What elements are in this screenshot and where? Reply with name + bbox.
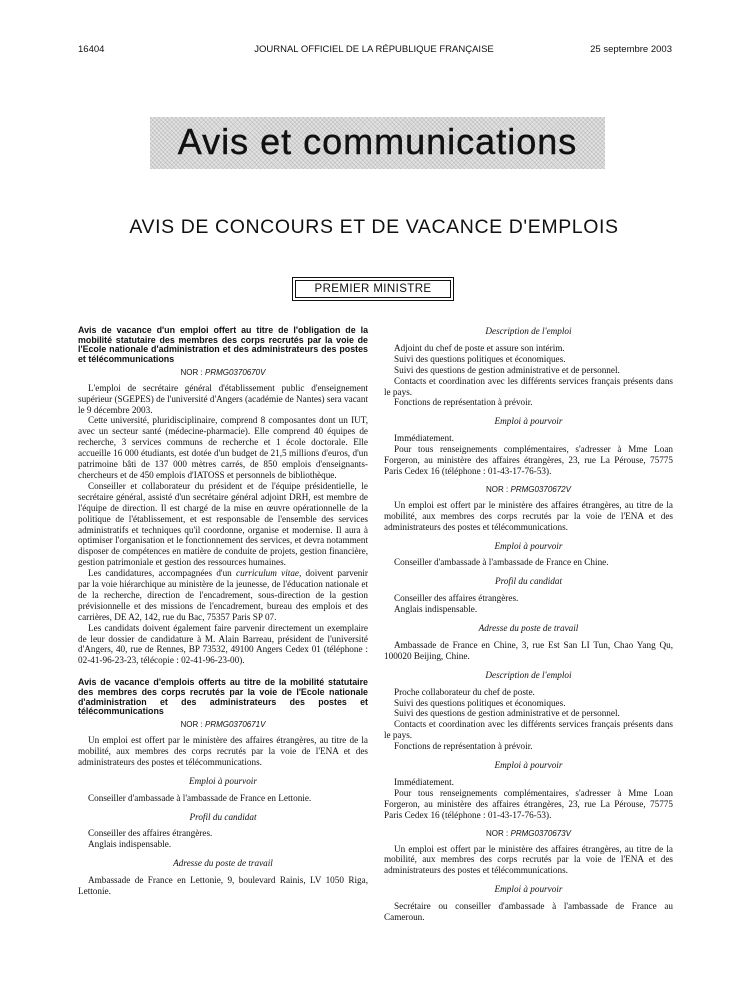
subheading: Emploi à pourvoir	[494, 884, 563, 895]
paragraph: Fonctions de représentation à prévoir.	[394, 741, 533, 752]
subheading: Emploi à pourvoir	[494, 540, 563, 551]
text-run: doivent parvenir par la voie hiérarchique au ministère de la jeunesse, de l'éducation nationale et de la recherche, direction de l'encadrement, sous-direction de la gestion prévisionnelle et des missions de l'encadrement, bureau des emplois et des carrières, DE A2, 142, rue du Bac, 75357 Paris SP 07.	[78, 568, 368, 622]
nor-code: PRMG0370671V	[204, 720, 266, 730]
nor-label: NOR :	[486, 484, 509, 494]
paragraph: Conseiller des affaires étrangères.	[394, 593, 519, 604]
paragraph: Ambassade de France en Lettonie, 9, boulevard Rainis, LV 1050 Riga, Lettonie.	[78, 875, 368, 897]
paragraph: Conseiller d'ambassade à l'ambassade de France en Lettonie.	[88, 792, 312, 803]
section-banner	[150, 117, 605, 169]
subheading: Adresse du poste de travail	[478, 623, 579, 634]
paragraph: Suivi des questions politiques et économiques.	[394, 697, 566, 708]
paragraph: Un emploi est offert par le ministère des affaires étrangères, au titre de la mobilité, aux membres des corps recrutés par la voie de l'ENA et des administrateurs des postes et télécommunications.	[384, 499, 673, 532]
nor-reference	[384, 829, 673, 840]
nor-code: PRMG0370672V	[510, 484, 571, 494]
paragraph: Suivi des questions de gestion administrative et de personnel.	[394, 364, 620, 375]
paragraph: Immédiatement.	[394, 433, 454, 444]
paragraph: Suivi des questions de gestion administrative et de personnel.	[394, 708, 620, 719]
paragraph: Pour tous renseignements complémentaires, s'adresser à Mme Loan Forgeron, au ministère des affaires étrangères, 23, rue La Pérouse, 75775 Paris Cedex 16 (téléphone : 01-43-17-76-53).	[384, 787, 673, 820]
paragraph: Contacts et coordination avec les différents services français présents dans le pays.	[384, 375, 673, 397]
paragraph: Anglais indispensable.	[88, 839, 172, 850]
text-run: Les candidatures, accompagnées d'un	[88, 568, 237, 579]
subheading: Profil du candidat	[189, 811, 257, 822]
page-number: 16404	[78, 44, 105, 55]
paragraph: Secrétaire ou conseiller d'ambassade à l'ambassade de France au Cameroun.	[384, 901, 673, 923]
paragraph: Conseiller d'ambassade à l'ambassade de France en Chine.	[394, 557, 609, 568]
subheading: Adresse du poste de travail	[173, 858, 273, 869]
subheading: Description de l'emploi	[485, 669, 572, 680]
subheading: Profil du candidat	[494, 576, 563, 587]
nor-reference	[384, 485, 673, 496]
paragraph: Suivi des questions politiques et économiques.	[394, 353, 566, 364]
paragraph: L'emploi de secrétaire général d'établissement public d'enseignement supérieur (SGEPES) de l'université d'Angers (académie de Nantes) sera vacant le 9 décembre 2003.	[78, 382, 368, 415]
paragraph: Immédiatement.	[394, 777, 454, 787]
notice-heading: Avis de vacance d'un emploi offert au titre de l'obligation de la mobilité statutaire des membres des corps recrutés par la voie de l'Ecole nationale d'administration et des administrateurs des postes et télécommunications	[78, 325, 368, 365]
nor-label: NOR :	[486, 828, 509, 838]
paragraph: Conseiller et collaborateur du président et de l'équipe présidentielle, le secrétaire général, assisté d'un secrétaire général adjoint DRH, est membre de l'équipe de direction. Il est chargé de la mise en œuvre opérationnelle de la politique de l'établissement, et est responsable de l'ensemble des services administratifs et techniques qu'il coordonne, organise et modernise. Il aura à optimiser l'organisation et le fonctionnement des services, et devra notamment disposer de compétences en matière de conduite de projets, gestion financière, gestion patrimoniale et gestion des ressources humaines.	[78, 480, 368, 568]
issue-date: 25 septembre 2003	[590, 44, 672, 55]
paragraph: Conseiller des affaires étrangères.	[88, 828, 213, 839]
subheading: Description de l'emploi	[485, 326, 572, 336]
left-column	[78, 326, 368, 897]
paragraph: Fonctions de représentation à prévoir.	[394, 397, 533, 408]
subheading: Emploi à pourvoir	[189, 775, 257, 786]
notice-heading: Avis de vacance d'emplois offerts au titre de la mobilité statutaire des membres des corps recrutés par la voie de l'Ecole nationale d'administration et des administrateurs des postes et télécommunications	[78, 677, 368, 717]
paragraph: Les candidats doivent également faire parvenir directement un exemplaire de leur dossier de candidature à M. Alain Barreau, président de l'université d'Angers, 40, rue de Rennes, BP 73532, 49100 Angers Cedex 01 (téléphone : 02-41-96-23-23, télécopie : 02-41-96-23-00).	[78, 622, 368, 666]
paragraph: Cette université, pluridisciplinaire, comprend 8 composantes dont un IUT, avec un secteur santé (médecine-pharmacie). Elle comprend 40 équipes de recherche, 3 services communs de recherche et 1 école doctorale. Elle accueille 16 000 étudiants, est dotée d'un budget de 21,5 millions d'euros, d'un patrimoine bâti de 137 000 mètres carrés, de 850 emplois d'enseignants-chercheurs et de 450 emplois d'IATOSS et personnels de bibliothèque.	[78, 415, 368, 480]
nor-label: NOR :	[180, 367, 203, 377]
text-run-italic: curriculum vitae,	[236, 568, 302, 579]
nor-code: PRMG0370673V	[510, 828, 571, 838]
journal-title: JOURNAL OFFICIEL DE LA RÉPUBLIQUE FRANÇAISE	[254, 44, 494, 55]
subheading: Emploi à pourvoir	[494, 416, 563, 427]
ministry-label: PREMIER MINISTRE	[295, 280, 451, 298]
paragraph	[78, 568, 368, 623]
nor-label: NOR :	[180, 720, 203, 730]
right-column	[384, 326, 673, 923]
paragraph: Ambassade de France en Chine, 3, rue Est San LI Tun, Chao Yang Qu, 100020 Beijing, Chine.	[384, 639, 673, 661]
paragraph: Anglais indispensable.	[394, 604, 478, 615]
paragraph: Pour tous renseignements complémentaires, s'adresser à Mme Loan Forgeron, au ministère des affaires étrangères, 23, rue La Pérouse, 75775 Paris Cedex 16 (téléphone : 01-43-17-76-53).	[384, 444, 673, 476]
paragraph: Un emploi est offert par le ministère des affaires étrangères, au titre de la mobilité, aux membres des corps recrutés par la voie de l'ENA et des administrateurs des postes et télécommunications.	[78, 735, 368, 767]
section-title: AVIS DE CONCOURS ET DE VACANCE D'EMPLOIS	[129, 216, 619, 238]
nor-code: PRMG0370670V	[204, 367, 266, 377]
ministry-box	[292, 277, 454, 301]
subheading: Emploi à pourvoir	[494, 760, 563, 771]
banner-title: Avis et communications	[177, 121, 578, 162]
paragraph: Un emploi est offert par le ministère des affaires étrangères, au titre de la mobilité, aux membres des corps recrutés par la voie de l'ENA et des administrateurs des postes et télécommunications.	[384, 843, 673, 876]
paragraph: Contacts et coordination avec les différents services français présents dans le pays.	[384, 719, 673, 741]
nor-reference	[78, 720, 368, 731]
paragraph: Proche collaborateur du chef de poste.	[394, 686, 535, 697]
paragraph: Adjoint du chef de poste et assure son intérim.	[394, 342, 565, 353]
nor-reference	[78, 368, 368, 379]
